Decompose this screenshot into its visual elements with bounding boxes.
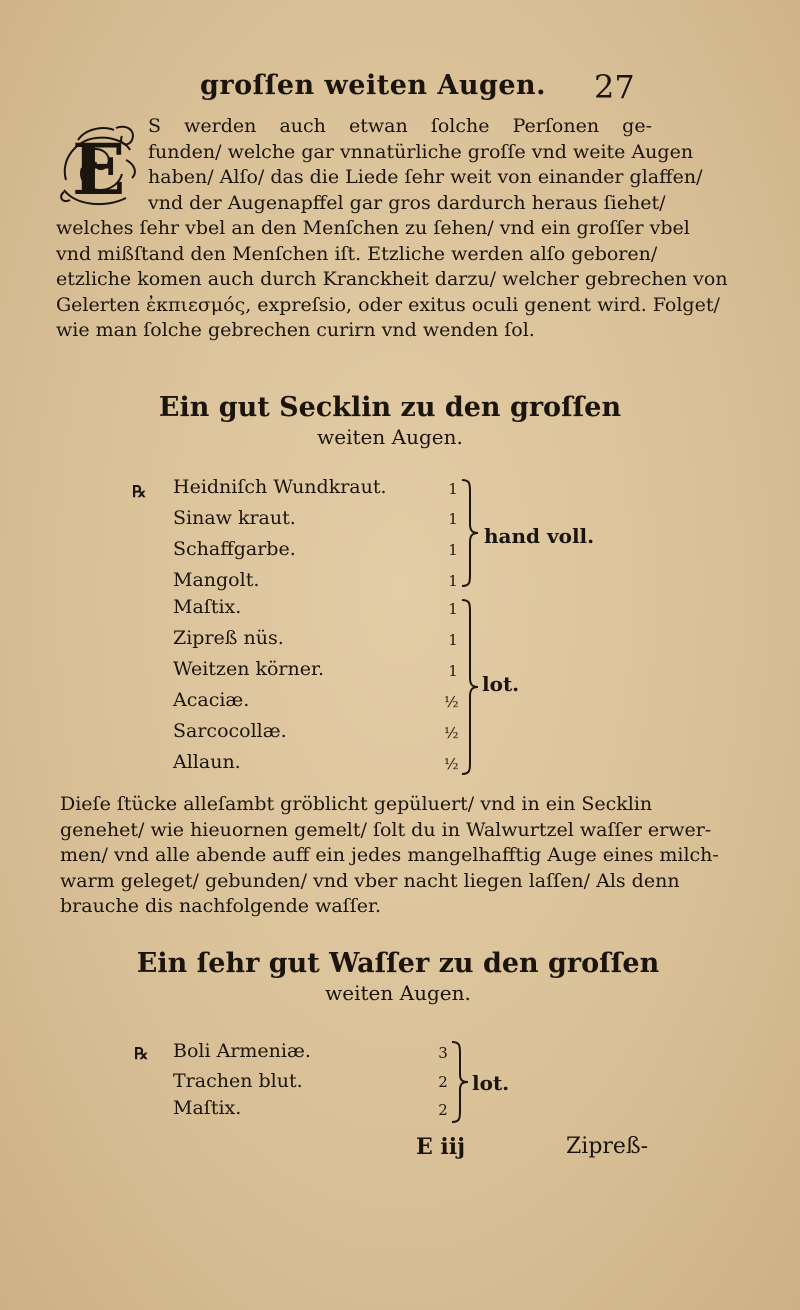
paragraph-1 [56, 114, 728, 344]
ingredient-qty: 1 [448, 480, 458, 498]
ingredient-qty: 1 [448, 510, 458, 528]
recipe-1-heading [0, 392, 790, 449]
initial-letter: E [72, 128, 126, 211]
ingredient-name: Maſtix. [173, 1097, 242, 1119]
paragraph-1-line: haben/ Alſo/ das die Liede ſehr weit von einander glaffen/ [148, 166, 703, 188]
signature-mark: E iij [416, 1134, 466, 1160]
paragraph-2 [60, 792, 719, 920]
recipe-2-title: Ein ſehr gut Waſſer zu den groſſen [136, 948, 660, 979]
ingredient-name: Sarcocollæ. [173, 720, 287, 742]
paragraph-2-line: warm geleget/ gebunden/ vnd vber nacht liegen laſſen/ Als denn [60, 869, 680, 892]
ingredient-name: Heidniſch Wundkraut. [173, 476, 387, 498]
ingredient-qty: 3 [438, 1044, 448, 1062]
ingredient-name: Zipreß nüs. [173, 627, 284, 649]
ingredient-qty: 2 [438, 1073, 448, 1091]
recipe-2-subtitle: weiten Augen. [325, 981, 471, 1005]
ingredient-name: Maſtix. [173, 596, 242, 618]
recipe-1-subtitle: weiten Augen. [317, 425, 463, 449]
ingredient-name: Weitzen körner. [173, 658, 325, 680]
ingredient-name: Trachen blut. [173, 1070, 303, 1092]
ingredient-name: Boli Armeniæ. [173, 1040, 311, 1062]
paragraph-1-line: Gelerten ἐκπιεσμός, expreſsio, oder exitus oculi genent wird. Folget/ [56, 293, 720, 316]
recipe-symbol: ℞ [132, 482, 147, 501]
ingredient-qty: 1 [448, 572, 458, 590]
ingredient-name: Sinaw kraut. [173, 507, 296, 529]
ingredient-qty: 1 [448, 631, 458, 649]
unit-label: lot. [472, 1071, 510, 1095]
paragraph-2-line: brauche dis nachfolgende waſſer. [60, 895, 382, 917]
paragraph-1-line: funden/ welche gar vnnatürliche groſſe vnd weite Augen [148, 140, 694, 163]
paragraph-1-line: wie man ſolche gebrechen curirn vnd wenden ſol. [56, 319, 535, 341]
ingredient-name: Schaffgarbe. [173, 538, 296, 560]
ingredient-qty: 1 [448, 662, 458, 680]
recipe-1-title: Ein gut Secklin zu den groſſen [158, 392, 622, 423]
catchword: Zipreß- [566, 1134, 649, 1159]
ingredient-qty: 2 [438, 1101, 448, 1119]
running-head [0, 70, 800, 110]
paragraph-1-line: etzliche komen auch durch Kranckheit darzu/ welcher gebrechen von [56, 268, 728, 290]
ingredient-qty: 1 [448, 600, 458, 618]
running-title: groſſen weiten Augen. [200, 70, 547, 101]
paragraph-1-line: S werden auch etwan ſolche Perſonen ge- [148, 115, 652, 137]
page-number: 27 [594, 68, 635, 106]
paragraph-1-line: vnd der Augenapffel gar gros dardurch heraus ſiehet/ [148, 191, 666, 214]
ingredient-qty: ½ [444, 755, 459, 773]
unit-label: hand voll. [484, 524, 595, 548]
recipe-symbol: ℞ [134, 1044, 149, 1063]
ingredient-name: Acaciæ. [173, 689, 250, 711]
paragraph-2-line: genehet/ wie hieuornen gemelt/ ſolt du in Walwurtzel waſſer erwer- [60, 818, 712, 841]
paragraph-2-line: men/ vnd alle abende auff ein jedes mangelhafftig Auge eines milch- [60, 844, 719, 866]
unit-label: lot. [482, 672, 520, 696]
paragraph-2-line: Dieſe ſtücke alleſambt gröblicht gepüluert/ vnd in ein Secklin [60, 793, 653, 815]
ingredient-qty: ½ [444, 693, 459, 711]
paragraph-1-line: welches ſehr vbel an den Menſchen zu ſehen/ vnd ein groſſer vbel [56, 217, 690, 239]
ingredient-qty: 1 [448, 541, 458, 559]
ingredient-name: Allaun. [173, 751, 241, 773]
paragraph-1-line: vnd mißſtand den Menſchen iſt. Etzliche werden alſo geboren/ [56, 242, 658, 265]
ingredient-name: Mangolt. [173, 569, 260, 591]
ingredient-qty: ½ [444, 724, 459, 742]
recipe-2-heading [0, 948, 798, 1005]
